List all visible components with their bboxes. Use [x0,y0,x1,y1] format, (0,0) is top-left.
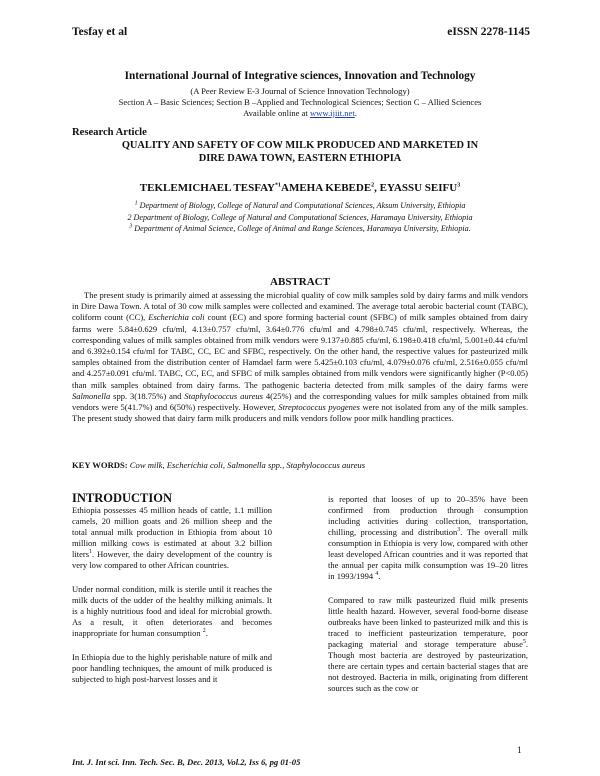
intro-l2-text-b: . [205,628,208,638]
intro-r2-text: Compared to raw milk pasteurized fluid milk presents little health hazard. However, several food-borne disease outbreaks have been linked to pasteurized milk and this is traced to inefficient pasteurization temperature, poor packaging material and storage temperature abuse [328,595,528,649]
intro-paragraph [72,584,272,639]
author-2-sup: 2 [371,182,375,189]
affiliation-3 [60,223,540,235]
intro-r1-sup: 3 [457,527,461,534]
running-header-left: Tesfay et al [72,26,128,38]
intro-r1-text-c: . [378,571,381,581]
intro-r2-sup: 5 [522,639,526,646]
affiliation-2-text: 2 Department of Biology, College of Natural and Computational Sciences, Haramaya University, Ethiopia [127,212,473,222]
footer-citation: Int. J. Int sci. Inn. Tech. Sec. B, Dec. 2013, Vol.2, Iss 6, pg 01-05 [72,757,301,767]
intro-right-column [328,494,528,707]
author-1-sup: *1 [275,182,281,189]
intro-l1-text-b: . However, the dairy development of the country is very low compared to other African countries. [72,549,272,570]
intro-l2-sup: 2 [202,628,206,635]
intro-l1-sup: 1 [89,549,92,556]
intro-r1-text: is reported that looses of up to 20–35% have been confirmed from production through consumption including activities during collection, transportation, chilling, processing and distribution [328,494,528,537]
journal-url-link[interactable]: www.ijiit.net [309,108,355,118]
author-3: , EYASSU SEIFU [374,182,458,194]
abstract-body [72,290,528,424]
journal-sections: Section A – Basic Sciences; Section B –Applied and Technological Sciences; Section C – Allied Sciences [118,97,482,107]
author-1: TEKLEMICHAEL TESFAY [139,182,275,194]
article-title: QUALITY AND SAFETY OF COW MILK PRODUCED AND MARKETED IN DIRE DAWA TOWN, EASTERN ETHIOPIA [121,140,479,164]
affiliation-3-sup: 3 [129,223,133,230]
abstract-italic-4: Streptococcus pyogenes [278,402,360,413]
affiliation-1-sup: 1 [134,200,138,207]
intro-r1-text-b: . The overall milk consumption in Ethiopia is very low, compared with other least developed African countries and it was reported that the annual per capita milk consumption was 19–20 litres in 1993/1994 [328,527,529,581]
abstract-text-1: The present study is primarily aimed at assessing the microbial quality of cow milk samples sold by dairy farms and milk vendors in Dire Dawa Town. A total of 30 cow milk samples were collected and examined. The average total aerobic bacterial count (TABC), coliform count (CC), [72,290,528,323]
author-list [0,182,600,194]
intro-l1-text: Ethiopia possesses 45 million heads of cattle, 1.1 million camels, 20 million goats and 26 million sheep and the total annual milk production in Ethiopia from about 10 million milking cows is estimated at about 3.2 billion liters [72,505,272,559]
intro-left-column [72,505,272,698]
journal-subtitle: (A Peer Review E-3 Journal of Science Innovation Technology) [190,86,410,96]
affiliation-2 [60,212,540,224]
affiliation-1-text: Department of Biology, College of Natural and Computational Sciences, Aksum University, Ethiopia [137,201,466,210]
intro-paragraph [328,494,528,582]
keywords [72,460,528,470]
intro-paragraph [328,595,528,694]
intro-r2-text-b: . Though most bacteria are destroyed by pasteurization, there are certain types and certain bacterial stages that are not destroyed. Bacteria in milk, originating from different sources such as the cow or [328,639,528,693]
intro-paragraph [72,505,272,571]
abstract-heading: ABSTRACT [270,276,330,288]
abstract-italic-2: Salmonella [72,390,111,401]
abstract-text-3: spp. 3(18.75%) and [110,390,185,401]
journal-name: International Journal of Integrative sciences, Innovation and Technology [124,70,476,82]
keywords-label: KEY WORDS: [72,460,128,470]
intro-r1-sup-2: 4 [375,571,379,578]
introduction-heading: INTRODUCTION [72,491,173,505]
article-type: Research Article [72,127,147,138]
author-2: AMEHA KEBEDE [281,182,372,194]
abstract-italic-3: Staphylococcus aureus [184,390,263,401]
abstract-text-4: 4(25%) and the corresponding values for milk samples obtained from milk vendors were 5(41.7%) and 6(50%) respectively. However, [72,390,529,413]
abstract-text-2: count (EC) and spore forming bacterial count (SFBC) of milk samples obtained from dairy farms were 5.84±0.629 cfu/ml, 4.13±0.757 cfu/ml, 3.64±0.776 cfu/ml and 4.798±0.745 cfu/ml, respectively. Whereas, the corresponding values of milk samples obtained from milk vendors were 9.137±0.885 cfu/ml, 6.198±0.418 cfu/ml, 5.001±0.44 cfu/ml and 6.392±0.154 cfu/ml for TABC, CC, EC and SFBC, respectively. On the other hand, the respective values for pasteurized milk samples obtained from the distribution center of Hamdael farm were 5.425±0.103 cfu/ml, 4.079±0.076 cfu/ml, 2.516±0.055 cfu/ml and 4.257±0.091 cfu/ml. TABC, CC, EC, and SFBC of milk samples obtained from milk vendors were significantly higher (P<0.05) than milk samples obtained from dairy farms. The pathogenic bacteria detected from milk samples of the dairy farms were [72,312,528,390]
affiliation-1 [60,200,540,212]
availability-prefix: Available online at [243,108,310,118]
keywords-value: Cow milk, Escherichia coli, Salmonella spp., Staphylococcus aureus [127,460,366,470]
author-3-sup: 3 [457,182,461,189]
abstract-text-5: were not isolated from any of the milk samples. The present study showed that dairy farm milk producers and milk vendors follow poor milk handling practices. [72,402,528,424]
intro-l3-text: In Ethiopia due to the highly perishable nature of milk and poor handling techniques, the amount of milk produced is subjected to high post-harvest losses and it [72,652,272,684]
availability-suffix: . [354,108,357,118]
page-number: 1 [517,746,522,756]
abstract-paragraph [72,290,528,424]
affiliations [60,200,540,235]
affiliation-3-text: Department of Animal Science, College of Animal and Range Sciences, Haramaya University, Ethiopia. [132,224,471,234]
journal-availability [0,108,600,119]
abstract-italic-1: Escherichia coli [148,312,205,323]
intro-l2-text: Under normal condition, milk is sterile until it reaches the milk ducts of the udder of the healthy milking animals. It is a highly nutritious food and ideal for microbial growth. As a result, it often deteriorates and becomes inappropriate for human consumption [72,584,272,638]
running-header-right: eISSN 2278-1145 [447,26,530,38]
intro-paragraph [72,652,272,685]
